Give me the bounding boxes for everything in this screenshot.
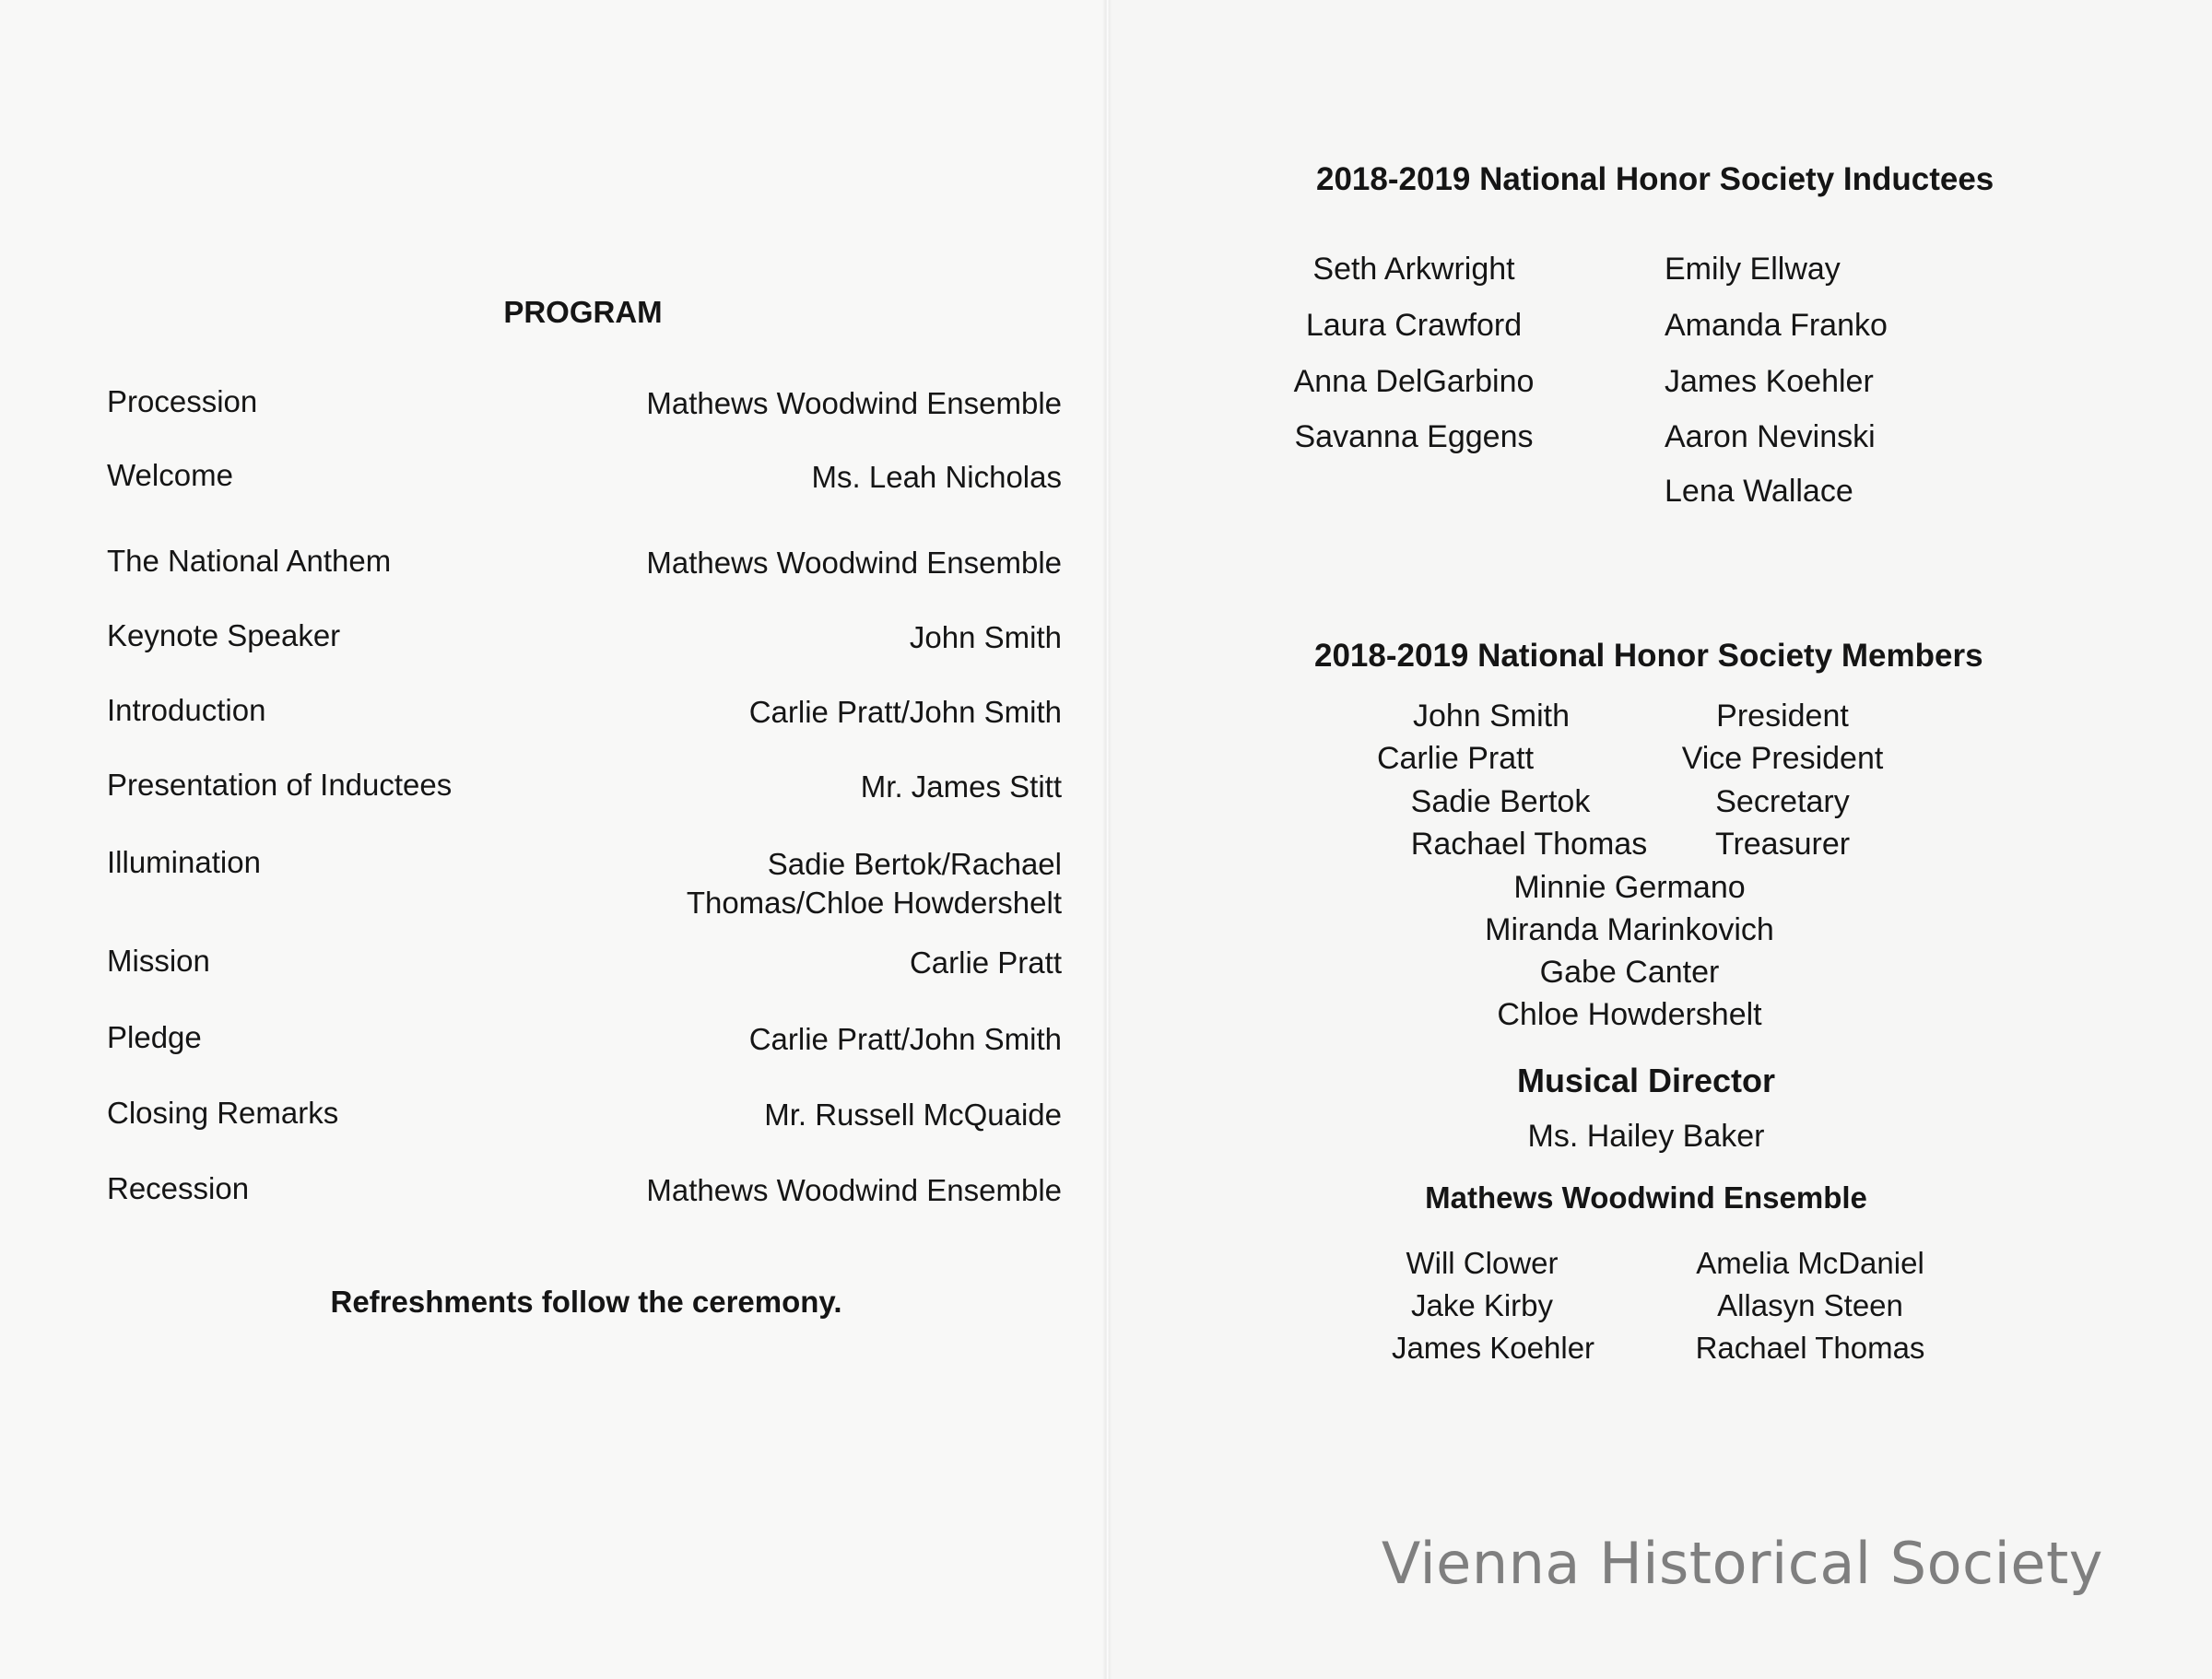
inductee-name: Amanda Franko: [1665, 308, 1888, 343]
program-item: Welcome: [107, 458, 233, 492]
program-row: [107, 693, 1062, 759]
program-row: [107, 618, 1062, 685]
member-name: Chloe Howdershelt: [1497, 997, 1762, 1032]
watermark-text: Vienna Historical Society: [1381, 1530, 2103, 1597]
program-row: [107, 544, 1062, 610]
member-name: Sadie Bertok: [1410, 784, 1591, 819]
musical-director-title: Musical Director: [1516, 1062, 1776, 1099]
program-item: Procession: [107, 384, 258, 418]
musical-director-name: Ms. Hailey Baker: [1527, 1119, 1765, 1154]
inductee-name: Seth Arkwright: [1312, 252, 1515, 287]
program-performer: John Smith: [909, 620, 1062, 654]
program-performer: Carlie Pratt/John Smith: [748, 695, 1062, 729]
member-name: John Smith: [1412, 699, 1571, 734]
member-role: Treasurer: [1714, 827, 1851, 862]
member-name: Gabe Canter: [1539, 955, 1720, 990]
program-item: Closing Remarks: [107, 1096, 339, 1130]
refreshments-note: Refreshments follow the ceremony.: [330, 1285, 842, 1319]
member-role: President: [1716, 699, 1849, 734]
program-item: Introduction: [107, 693, 266, 727]
ensemble-member: Amelia McDaniel: [1696, 1246, 1924, 1280]
program-performer-line: Thomas/Chloe Howdershelt: [686, 886, 1062, 920]
member-role: Secretary: [1715, 784, 1850, 819]
inductee-name: Savanna Eggens: [1294, 419, 1534, 454]
member-name: Miranda Marinkovich: [1485, 912, 1774, 947]
program-row: [107, 1171, 1062, 1238]
program-row: [107, 768, 1062, 834]
inductee-name: James Koehler: [1665, 364, 1874, 399]
ensemble-member: Allasyn Steen: [1717, 1288, 1903, 1322]
program-performer: Ms. Leah Nicholas: [811, 460, 1062, 494]
program-item: Pledge: [107, 1020, 202, 1054]
program-row: [107, 944, 1062, 1010]
inductee-name: Anna DelGarbino: [1293, 364, 1535, 399]
ensemble-title: Mathews Woodwind Ensemble: [1425, 1180, 1867, 1215]
inductee-name: Aaron Nevinski: [1665, 419, 1876, 454]
ensemble-member: Jake Kirby: [1410, 1288, 1554, 1322]
program-row: [107, 1096, 1062, 1162]
program-performer: Mr. James Stitt: [860, 769, 1062, 804]
program-row: [107, 845, 1062, 937]
member-name: Carlie Pratt: [1376, 741, 1535, 776]
program-performer: Mr. Russell McQuaide: [764, 1098, 1062, 1132]
inductees-title: 2018-2019 National Honor Society Inductees: [1316, 161, 1994, 197]
program-row: [107, 458, 1062, 524]
ensemble-member: James Koehler: [1391, 1331, 1595, 1365]
program-performer: Carlie Pratt/John Smith: [748, 1022, 1062, 1056]
inductee-name: Lena Wallace: [1665, 474, 1853, 509]
program-title: PROGRAM: [503, 295, 663, 329]
program-item: Presentation of Inductees: [107, 768, 453, 802]
program-performer: [687, 845, 1062, 922]
center-fold: [1102, 0, 1112, 1679]
program-performer: Carlie Pratt: [909, 945, 1062, 980]
program-item: The National Anthem: [107, 544, 392, 578]
program-performer: Mathews Woodwind Ensemble: [646, 1173, 1062, 1207]
program-item: Keynote Speaker: [107, 618, 341, 652]
members-title: 2018-2019 National Honor Society Members: [1314, 638, 1983, 674]
inductee-name: Emily Ellway: [1665, 252, 1841, 287]
program-performer-line: Sadie Bertok/Rachael: [767, 847, 1062, 881]
program-row: [107, 1020, 1062, 1086]
program-performer: Mathews Woodwind Ensemble: [646, 386, 1062, 420]
program-performer: Mathews Woodwind Ensemble: [646, 546, 1062, 580]
inductee-name: Laura Crawford: [1305, 308, 1523, 343]
program-item: Recession: [107, 1171, 250, 1205]
program-row: [107, 384, 1062, 451]
program-item: Mission: [107, 944, 210, 978]
program-item: Illumination: [107, 845, 261, 879]
ensemble-member: Rachael Thomas: [1695, 1331, 1925, 1365]
member-name: Rachael Thomas: [1410, 827, 1648, 862]
member-name: Minnie Germano: [1513, 870, 1746, 905]
ensemble-member: Will Clower: [1406, 1246, 1559, 1280]
member-role: Vice President: [1681, 741, 1884, 776]
